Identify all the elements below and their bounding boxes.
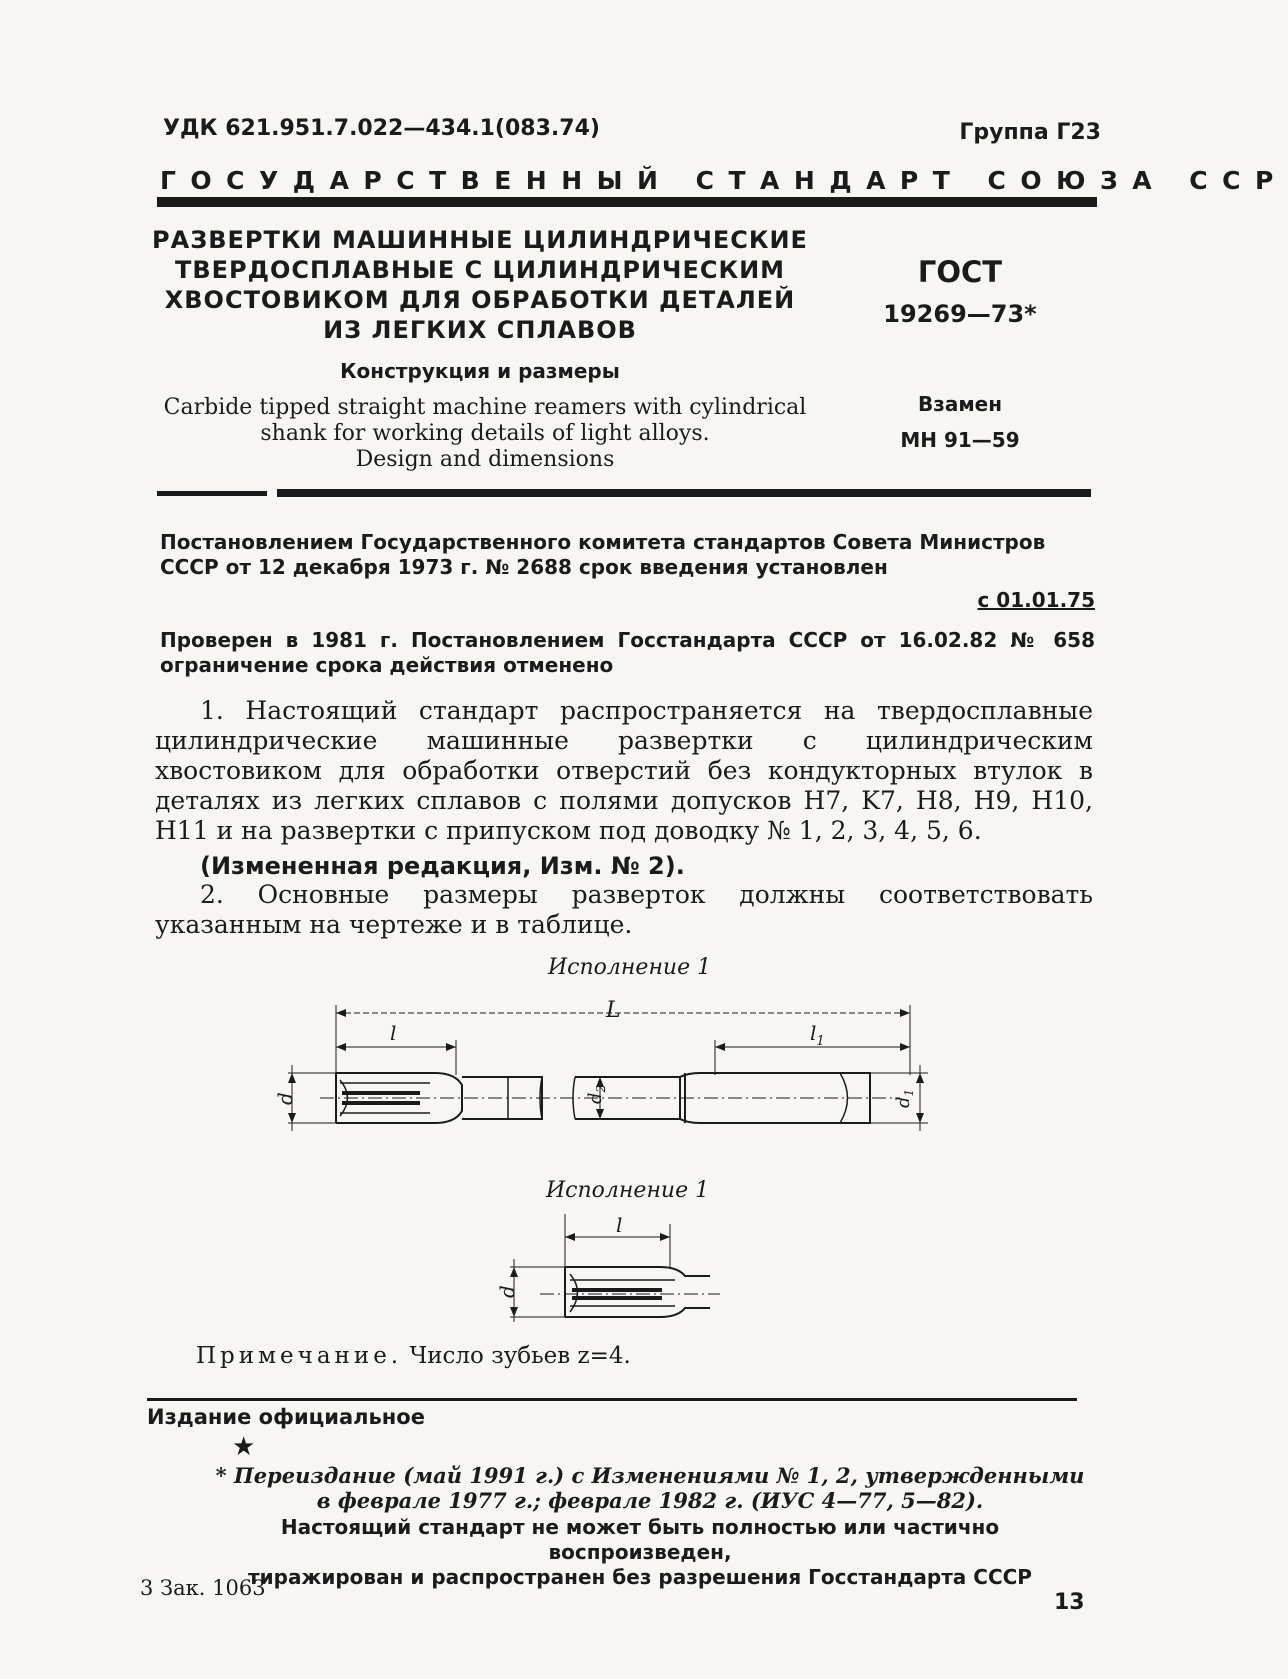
dim-l-label-2: l xyxy=(616,1213,623,1237)
dim-l-label: l xyxy=(390,1021,397,1045)
reissue-note xyxy=(210,1463,1090,1513)
edited-note: (Измененная редакция, Изм. № 2). xyxy=(200,852,685,880)
replaces-label: Взамен xyxy=(917,392,1003,416)
english-title-line: Carbide tipped straight machine reamers with cylindrical xyxy=(163,395,807,420)
header-rule xyxy=(157,197,1097,207)
dim-l1-label: $l_1$ xyxy=(810,1021,825,1049)
decree-text: Постановлением Государственного комитета стандартов Совета Министров СССР от 12 декабря 1973 г. № 2688 срок введения установлен xyxy=(160,530,1046,579)
english-title xyxy=(150,395,820,473)
reamer-drawing-2 xyxy=(495,1212,730,1322)
note xyxy=(196,1343,631,1369)
title-line: РАЗВЕРТКИ МАШИННЫЕ ЦИЛИНДРИЧЕСКИЕ xyxy=(152,226,808,254)
gost-label: ГОСТ xyxy=(917,255,1003,289)
dim-L-label: L xyxy=(606,998,621,1023)
figure-2-caption: Исполнение 1 xyxy=(546,1178,710,1203)
note-label: Примечание. xyxy=(196,1343,403,1369)
official-edition: Издание официальное xyxy=(147,1405,425,1429)
paragraph-2: 2. Основные размеры разверток должны соответствовать указанным на чертеже и в таблице. xyxy=(155,880,1093,939)
checked-text: Проверен в 1981 г. Постановлением Госстандарта СССР от 16.02.82 № 658 ограничение срока действия отменено xyxy=(160,628,1095,677)
dim-d-label-2: d xyxy=(495,1285,519,1298)
english-title-line: shank for working details of light alloys. xyxy=(260,421,710,446)
paragraph-1: 1. Настоящий стандарт распространяется на твердосплавные цилиндрические машинные развертки с цилиндрическим хвостовиком для обработки отверстий без кондукторных втулок в деталях из легких сплавов с полями допусков H7, K7, H8, H9, H10, H11 и на развертки с припуском под доводку № 1, 2, 3, 4, 5, 6. xyxy=(155,696,1093,845)
figure-1-caption: Исполнение 1 xyxy=(548,955,712,980)
copyright-line: тиражирован и распространен без разрешения Госстандарта СССР xyxy=(248,1565,1032,1589)
group-code: Группа Г23 xyxy=(959,120,1101,145)
note-text: Число зубьев z=4. xyxy=(409,1343,631,1369)
page-number: 13 xyxy=(1054,1590,1085,1615)
star-icon: ★ xyxy=(232,1432,256,1462)
order-number: 3 Зак. 1063 xyxy=(140,1576,266,1600)
state-standard-heading: ГОСУДАРСТВЕННЫЙ СТАНДАРТ СОЮЗА ССР xyxy=(160,166,1288,195)
english-title-line: Design and dimensions xyxy=(355,447,615,472)
udk-code: УДК 621.951.7.022—434.1(083.74) xyxy=(163,116,600,141)
dim-d2-label: $d_2$ xyxy=(585,1084,608,1104)
footer-rule xyxy=(147,1398,1077,1401)
reamer-drawing-1 xyxy=(273,995,940,1155)
title-line: ИЗ ЛЕГКИХ СПЛАВОВ xyxy=(323,316,637,344)
copyright-notice xyxy=(190,1515,1090,1590)
replaces-number: МН 91—59 xyxy=(900,428,1020,452)
gost-number: 19269—73* xyxy=(883,300,1037,328)
effective-date: с 01.01.75 xyxy=(977,588,1095,612)
title-line: ХВОСТОВИКОМ ДЛЯ ОБРАБОТКИ ДЕТАЛЕЙ xyxy=(164,286,796,314)
copyright-line: Настоящий стандарт не может быть полностью или частично воспроизведен, xyxy=(280,1515,1000,1564)
document-subtitle: Конструкция и размеры xyxy=(340,359,620,383)
title-rule-long xyxy=(277,489,1091,497)
reissue-line: в феврале 1977 г.; феврале 1982 г. (ИУС 4—77, 5—82). xyxy=(316,1488,984,1513)
document-title xyxy=(150,225,810,345)
reissue-line: * Переиздание (май 1991 г.) с Изменениями № 1, 2, утвержденными xyxy=(215,1463,1085,1488)
title-rule-short xyxy=(157,491,267,496)
dim-d1-label: $d_1$ xyxy=(893,1088,916,1108)
dim-d-label: d xyxy=(273,1092,297,1105)
title-line: ТВЕРДОСПЛАВНЫЕ С ЦИЛИНДРИЧЕСКИМ xyxy=(174,256,786,284)
